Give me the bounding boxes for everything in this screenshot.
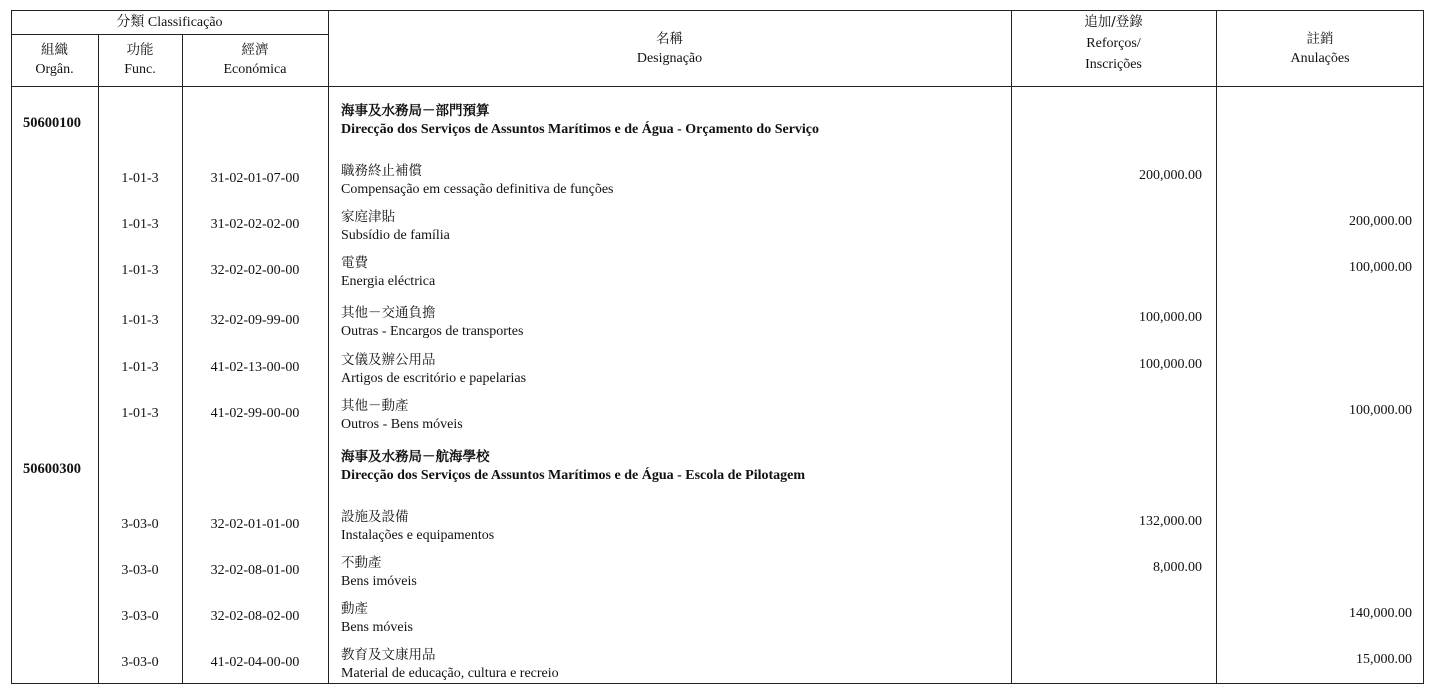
anulacao-amount: 200,000.00 [1349,214,1412,229]
funcional-code: 1-01-3 [121,360,159,375]
designacao-pt: Subsídio de família [341,228,450,243]
header-funcional-cn: 功能 [126,42,154,58]
header-economica-pt: Económica [223,62,287,77]
designacao-cn: 文儀及辦公用品 [341,352,436,368]
header-anulacoes-cn: 註銷 [1306,31,1334,47]
anulacao-amount: 100,000.00 [1349,260,1412,275]
designacao-cn: 動產 [341,601,368,617]
designacao-pt: Energia eléctrica [341,274,436,289]
economica-code: 32-02-01-01-00 [210,517,300,532]
funcional-code: 3-03-0 [121,609,159,624]
funcional-code: 3-03-0 [121,655,159,670]
designacao-cn: 海事及水務局－部門預算 [341,103,490,119]
economica-code: 41-02-99-00-00 [210,406,300,421]
reforco-amount: 100,000.00 [1139,310,1202,325]
designacao-pt: Outras - Encargos de transportes [341,324,524,339]
designacao-cn: 家庭津貼 [341,209,395,225]
designacao-cn: 教育及文康用品 [341,647,436,663]
designacao-pt: Outros - Bens móveis [341,417,463,432]
funcional-code: 1-01-3 [121,171,159,186]
designacao-cn: 其他－動產 [341,398,409,414]
reforco-amount: 200,000.00 [1139,168,1202,183]
header-designacao-cn: 名稱 [656,31,683,47]
organica-code: 50600100 [23,115,81,131]
header-reforcos-cn: 追加/登錄 [1084,14,1143,30]
reforco-amount: 8,000.00 [1153,560,1202,575]
funcional-code: 1-01-3 [121,217,159,232]
economica-code: 32-02-08-01-00 [210,563,300,578]
designacao-pt: Bens imóveis [341,574,417,589]
header-organica-pt: Orgân. [35,62,74,77]
col-line-func [182,34,183,684]
table-frame [11,10,1424,684]
economica-code: 31-02-01-07-00 [210,171,300,186]
col-line-org [98,34,99,684]
funcional-code: 3-03-0 [121,517,159,532]
funcional-code: 1-01-3 [121,263,159,278]
designacao-cn: 海事及水務局－航海學校 [341,449,490,465]
anulacao-amount: 100,000.00 [1349,403,1412,418]
anulacao-amount: 140,000.00 [1349,606,1412,621]
economica-code: 32-02-08-02-00 [210,609,300,624]
header-organica-cn: 組織 [41,42,68,58]
designacao-cn: 設施及設備 [341,509,409,525]
reforco-amount: 100,000.00 [1139,357,1202,372]
classification-subdivider [11,34,328,35]
designacao-cn: 其他－交通負擔 [341,305,436,321]
designacao-pt: Direcção dos Serviços de Assuntos Marítimos e de Água - Orçamento do Serviço [341,122,820,137]
anulacao-amount: 15,000.00 [1356,652,1412,667]
header-funcional-pt: Func. [124,62,156,77]
economica-code: 41-02-04-00-00 [210,655,300,670]
header-economica [182,41,328,79]
header-reforcos [1011,12,1216,75]
economica-code: 41-02-13-00-00 [210,360,300,375]
designacao-pt: Material de educação, cultura e recreio [341,666,559,681]
designacao-pt: Instalações e equipamentos [341,528,495,543]
header-anulacoes-pt: Anulações [1290,51,1350,66]
header-reforcos-pt2: Inscrições [1085,57,1142,72]
organica-code: 50600300 [23,461,81,477]
header-organica [11,41,98,79]
col-line-eco [328,10,329,684]
header-designacao-pt: Designação [636,51,703,66]
header-economica-cn: 經濟 [241,42,269,58]
designacao-pt: Artigos de escritório e papelarias [341,371,527,386]
economica-code: 32-02-02-00-00 [210,263,300,278]
header-divider [11,86,1424,87]
col-line-desig [1011,10,1012,684]
economica-code: 32-02-09-99-00 [210,313,300,328]
designacao-cn: 電費 [341,255,368,271]
header-funcional [98,41,182,79]
header-reforcos-pt1: Reforços/ [1086,36,1141,51]
designacao-pt: Compensação em cessação definitiva de funções [341,182,614,197]
economica-code: 31-02-02-02-00 [210,217,300,232]
designacao-pt: Bens móveis [341,620,413,635]
funcional-code: 1-01-3 [121,313,159,328]
designacao-cn: 不動產 [341,555,382,571]
funcional-code: 3-03-0 [121,563,159,578]
reforco-amount: 132,000.00 [1139,514,1202,529]
funcional-code: 1-01-3 [121,406,159,421]
header-classificacao: 分類 Classificação [116,15,223,30]
designacao-pt: Direcção dos Serviços de Assuntos Marítimos e de Água - Escola de Pilotagem [341,468,806,483]
header-designacao [328,30,1011,68]
col-line-reforco [1216,10,1217,684]
header-anulacoes [1216,30,1424,68]
designacao-cn: 職務終止補償 [341,163,422,179]
